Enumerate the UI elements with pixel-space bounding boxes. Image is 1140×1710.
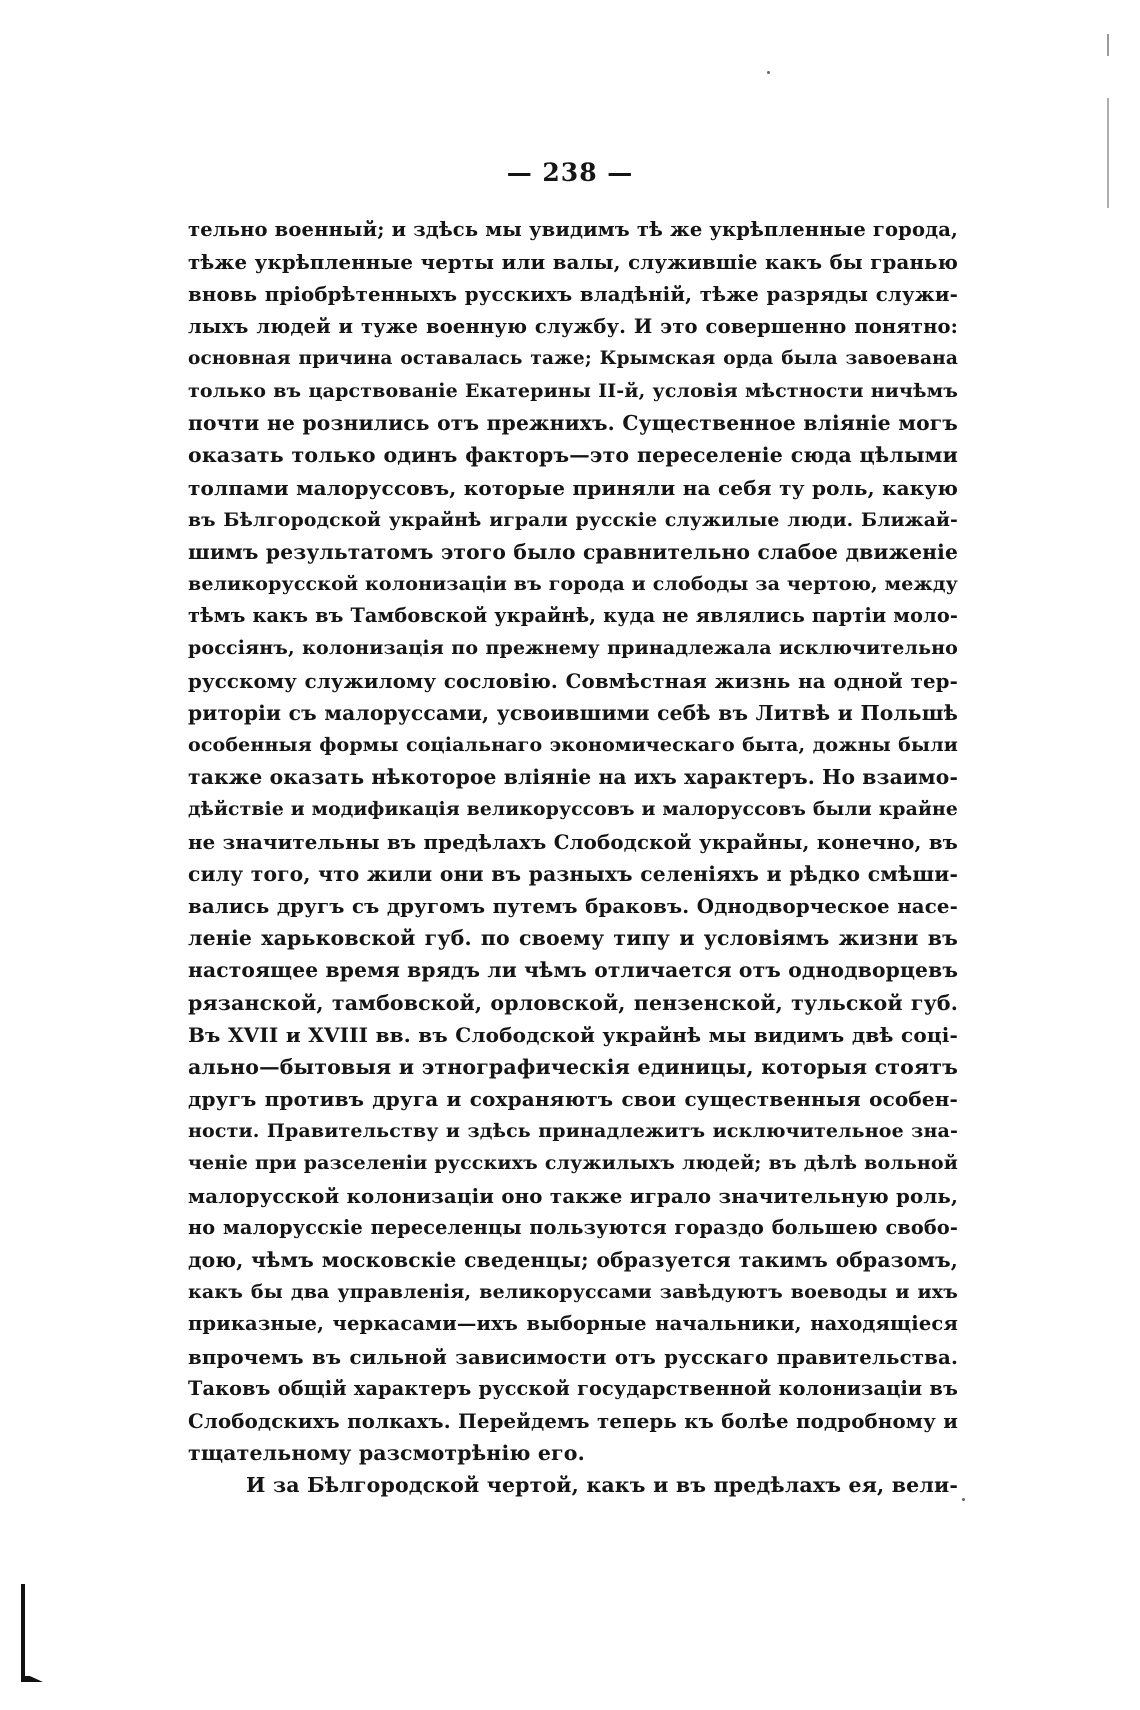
text-line: риторіи съ малоруссами, усвоившими себѣ въ Литвѣ и Польшѣ (188, 700, 958, 725)
text-line: И за Бѣлгородской чертой, какъ и въ предѣлахъ ея, вели- (246, 1473, 958, 1498)
text-line: русскому служилому сословію. Совмѣстная жизнь на одной тер- (188, 668, 958, 693)
text-line: Слободскихъ полкахъ. Перейдемъ теперь къ болѣе подробному и (188, 1408, 958, 1433)
text-line: какъ бы два управленія, великоруссами завѣдуютъ воеводы и ихъ (188, 1281, 958, 1304)
text-line: въ Бѣлгородской украйнѣ играли русскіе служилые люди. Ближай- (188, 508, 958, 531)
scan-speck (767, 71, 770, 74)
text-line: настоящее время врядъ ли чѣмъ отличается отъ однодворцевъ (188, 958, 958, 983)
text-line: оказать только одинъ факторъ—это переселеніе сюда цѣлыми (188, 443, 958, 468)
text-line: тщательному разсмотрѣнію его. (188, 1441, 585, 1466)
text-line: Таковъ общій характеръ русской государственной колонизаціи въ (188, 1376, 958, 1400)
text-line: впрочемъ въ сильной зависимости отъ русскаго правительства. (188, 1344, 958, 1369)
text-line: не значительны въ предѣлахъ Слободской украйны, конечно, въ (188, 829, 958, 854)
text-line: основная причина оставалась таже; Крымская орда была завоевана (188, 347, 958, 369)
scan-corner-mark (21, 1584, 25, 1682)
text-line: ально—бытовыя и этнографическія единицы, которыя стоятъ (188, 1054, 958, 1079)
page-number: — 238 — (506, 158, 634, 187)
text-line: малорусской колонизаціи оно также играло значительную роль, (188, 1183, 958, 1208)
text-line: россіянъ, колонизація по прежнему принадлежала исключительно (188, 637, 958, 660)
text-line: приказные, черкасами—ихъ выборные начальники, находящіеся (188, 1312, 958, 1336)
text-line: рязанской, тамбовской, орловской, пензенской, тульской губ. (188, 990, 958, 1015)
scan-margin-mark (1107, 98, 1109, 208)
text-line: почти не рознились отъ прежнихъ. Существенное вліяніе могъ (188, 411, 958, 436)
text-line: ченіе при разселеніи русскихъ служилыхъ людей; въ дѣлѣ вольной (188, 1152, 958, 1175)
text-line: Въ XVII и XVIII вв. въ Слободской украйнѣ мы видимъ двѣ соці- (188, 1022, 958, 1047)
text-line: также оказать нѣкоторое вліяніе на ихъ характеръ. Но взаимо- (188, 765, 958, 790)
text-line: тѣмъ какъ въ Тамбовской украйнѣ, куда не являлись партіи моло- (188, 604, 958, 628)
body-text (188, 214, 958, 1502)
scan-corner-mark (21, 1676, 43, 1682)
text-line: но малорусскіе переселенцы пользуются гораздо большею свобо- (188, 1215, 958, 1239)
text-line: тѣже укрѣпленные черты или валы, служившіе какъ бы гранью (188, 250, 958, 275)
text-line: великорусской колонизаціи въ города и слободы за чертою, между (188, 573, 958, 596)
text-line: тельно военный; и здѣсь мы увидимъ тѣ же укрѣпленные города, (188, 218, 958, 241)
scan-margin-mark (1107, 34, 1109, 56)
text-line: силу того, что жили они въ разныхъ селеніяхъ и рѣдко смѣши- (188, 861, 958, 886)
text-line: вались другъ съ другомъ путемъ браковъ. Однодворческое насе- (188, 893, 958, 918)
text-line: лыхъ людей и туже военную службу. И это совершенно понятно: (188, 314, 958, 338)
text-line: другъ противъ друга и сохраняютъ свои существенныя особен- (188, 1087, 958, 1112)
text-line: толпами малоруссовъ, которые приняли на себя ту роль, какую (188, 475, 958, 500)
text-line: вновь пріобрѣтенныхъ русскихъ владѣній, тѣже разряды служи- (188, 282, 958, 307)
scan-speck (962, 1498, 965, 1501)
text-line: особенныя формы соціальнаго экономическаго быта, дожны были (188, 734, 958, 756)
text-line: дою, чѣмъ московскіе сведенцы; образуется такимъ образомъ, (188, 1248, 958, 1272)
text-line: шимъ результатомъ этого было сравнительно слабое движеніе (188, 539, 958, 564)
text-line: дѣйствіе и модификація великоруссовъ и малоруссовъ были крайне (188, 798, 958, 821)
text-line: только въ царствованіе Екатерины II-й, условія мѣстности ничѣмъ (188, 379, 958, 402)
text-line: леніе харьковской губ. по своему типу и условіямъ жизни въ (188, 926, 958, 951)
text-line: ности. Правительству и здѣсь принадлежитъ исключительное зна- (188, 1120, 958, 1143)
